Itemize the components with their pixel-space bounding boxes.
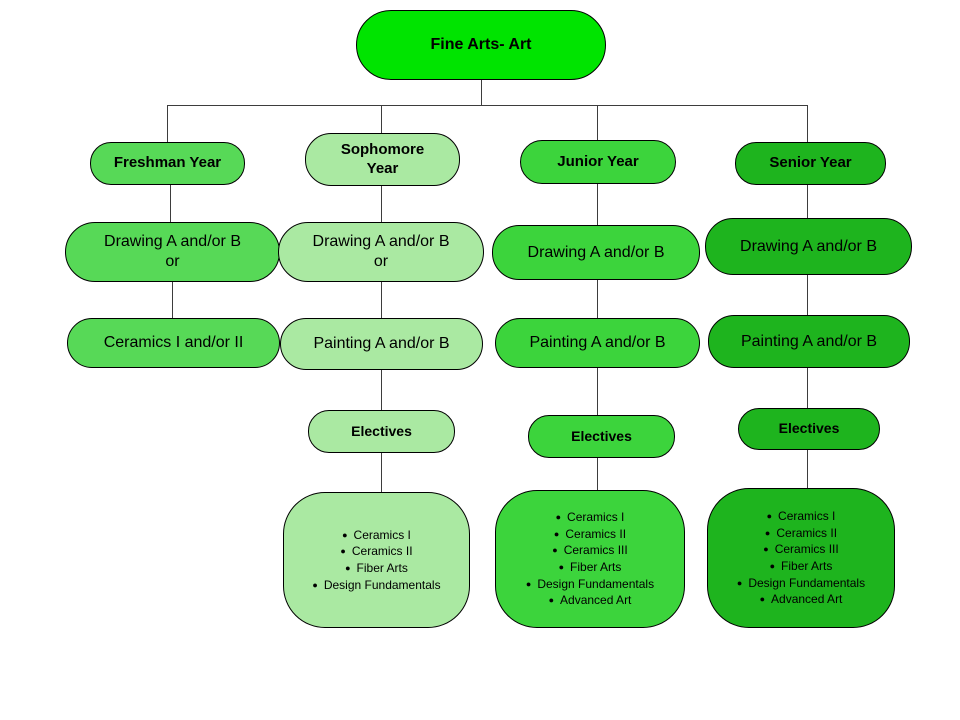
- connector-line: [167, 105, 808, 106]
- list-item: ● Ceramics III: [737, 542, 865, 557]
- connector-line: [597, 368, 598, 415]
- list-item: ● Fiber Arts: [737, 559, 865, 574]
- course-label: Drawing A and/or B: [312, 233, 450, 251]
- list-item: ● Fiber Arts: [526, 560, 654, 575]
- junior-year-node: [520, 140, 676, 184]
- freshman-year-node: [90, 142, 245, 185]
- connector-line: [381, 105, 382, 133]
- senior-year-node: [735, 142, 886, 185]
- sophomore-drawing-node: [278, 222, 484, 282]
- electives-items: [526, 508, 654, 610]
- junior-painting-node: [495, 318, 700, 368]
- freshman-year-label: Freshman Year: [113, 154, 222, 172]
- freshman-ceramics-node: [67, 318, 280, 368]
- connector-line: [807, 368, 808, 408]
- course-label: or: [373, 253, 389, 270]
- course-label: Drawing A and/or B: [740, 237, 877, 255]
- electives-label: Electives: [351, 422, 412, 439]
- connector-line: [167, 105, 168, 142]
- course-label: Drawing A and/or B: [527, 243, 665, 261]
- connector-line: [597, 458, 598, 490]
- list-item: ● Ceramics I: [312, 528, 440, 543]
- senior-year-label: Senior Year: [769, 154, 852, 172]
- connector-line: [597, 105, 598, 140]
- list-item: ● Ceramics I: [737, 509, 865, 524]
- senior-painting-node: [708, 315, 910, 368]
- list-item: ● Design Fundamentals: [737, 576, 865, 591]
- list-item: ● Ceramics II: [526, 527, 654, 542]
- connector-line: [597, 280, 598, 318]
- course-label: Drawing A and/or B: [104, 233, 241, 251]
- course-label: Painting A and/or B: [313, 335, 450, 353]
- junior-drawing-node: [492, 225, 700, 280]
- list-item: ● Ceramics I: [526, 510, 654, 525]
- connector-line: [807, 450, 808, 488]
- connector-line: [381, 453, 382, 492]
- list-item: ● Ceramics II: [312, 544, 440, 559]
- sophomore-year-node: [305, 133, 460, 186]
- connector-line: [597, 184, 598, 225]
- list-item: ● Design Fundamentals: [526, 577, 654, 592]
- sophomore-electives-node: [308, 410, 455, 453]
- connector-line: [381, 282, 382, 318]
- connector-line: [170, 185, 171, 222]
- electives-label: Electives: [778, 420, 840, 437]
- connector-line: [381, 370, 382, 410]
- list-item: ● Design Fundamentals: [312, 578, 440, 593]
- list-item: ● Advanced Art: [737, 592, 865, 607]
- connector-line: [807, 275, 808, 315]
- senior-electives-node: [738, 408, 880, 450]
- connector-line: [807, 185, 808, 218]
- sophomore-electives-list: [283, 492, 470, 628]
- freshman-drawing-node: [65, 222, 280, 282]
- electives-items: [312, 526, 440, 595]
- root-node-label: Fine Arts- Art: [430, 36, 532, 54]
- junior-year-label: Junior Year: [557, 152, 639, 170]
- list-item: ● Ceramics II: [737, 526, 865, 541]
- sophomore-year-label: Sophomore Year: [340, 141, 425, 177]
- connector-line: [481, 80, 482, 105]
- senior-drawing-node: [705, 218, 912, 275]
- electives-items: [737, 507, 865, 609]
- list-item: ● Fiber Arts: [312, 561, 440, 576]
- list-item: ● Advanced Art: [526, 593, 654, 608]
- electives-label: Electives: [571, 427, 632, 444]
- list-item: ● Ceramics III: [526, 543, 654, 558]
- connector-line: [172, 282, 173, 318]
- course-label: Painting A and/or B: [740, 332, 878, 350]
- connector-line: [807, 105, 808, 142]
- course-label: Painting A and/or B: [529, 334, 666, 352]
- junior-electives-list: [495, 490, 685, 628]
- sophomore-painting-node: [280, 318, 483, 370]
- junior-electives-node: [528, 415, 675, 458]
- connector-line: [381, 186, 382, 222]
- course-label: or: [165, 253, 180, 270]
- course-label: Ceramics I and/or II: [103, 334, 244, 352]
- root-node-fine-arts: [356, 10, 606, 80]
- senior-electives-list: [707, 488, 895, 628]
